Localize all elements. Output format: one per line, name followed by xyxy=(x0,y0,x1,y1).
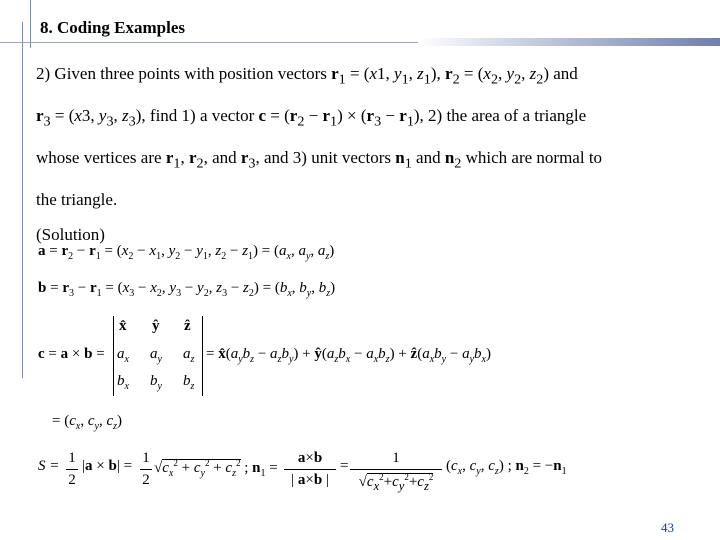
det-zhat: ẑ xyxy=(184,318,191,334)
problem-statement: 2) Given three points with position vectors $r_1 = (x1$, $y_1$, $z_1$), $r_2 = (x_2$, $y_2$, $z_2$) and $r_3 = (x3$, $y_3$, $z_3$), find 1) a vector $c = (r_2 - r_1) \times (r_3 - r_1)$, 2) the area of a triangle whose vertices are $r_1$, $r_2$, and $r_3$, and 3) unit vectors $n_1$ and $n_2$ which are normal to the triangle. (Solution) xyxy=(36,64,603,245)
equation-equals: = xyxy=(340,458,349,474)
det-yhat: ŷ xyxy=(152,318,160,334)
frame-vertical-line-2 xyxy=(30,0,31,48)
equation-c-rhs: = $x̂(a_yb_z - a_zb_y)$ + $ŷ(a_zb_x - a_xb_z)$ + $ẑ(a_xb_y - a_yb_x)$ xyxy=(206,346,491,365)
slide-title: 8. Coding Examples xyxy=(40,18,185,37)
fraction-half-1: 1 2 xyxy=(66,450,78,489)
fraction-one-over-sqrt: 1 $√c_x^2+c_y^2+c_z^2$ xyxy=(350,450,442,494)
det-ay: $a_y$ xyxy=(150,346,162,365)
problem-line1-prefix: 2) Given three points with position vectors xyxy=(36,64,332,83)
determinant-matrix xyxy=(113,316,203,396)
equation-c-lhs: c = a × b = xyxy=(38,346,105,362)
fraction-unit-normal: a×b | a×b | xyxy=(284,450,336,489)
header-gradient-bar xyxy=(418,38,720,46)
problem-line4: the triangle. xyxy=(36,189,118,209)
det-bx: $b_x$ xyxy=(117,373,129,392)
equation-c-components: = ($c_x$, $c_y$, $c_z$) xyxy=(52,413,123,432)
frame-vertical-line-1 xyxy=(22,22,23,378)
det-by: $b_y$ xyxy=(150,373,162,392)
det-xhat: x̂ xyxy=(119,318,127,334)
solution-label: (Solution) xyxy=(36,225,105,245)
fraction-half-2: 1 2 xyxy=(140,450,152,489)
equation-b: $b = r_3 - r_1 = (x_3 - x_2$, $y_3 - y_2$, $z_3 - z_2) = (b_x$, $b_y$, $b_z$) xyxy=(38,280,336,299)
equation-normals-rhs: ($c_x$, $c_y$, $c_z$) ; $n_2 = -n_1$ xyxy=(446,458,567,477)
det-bz: $b_z$ xyxy=(183,373,195,392)
equation-area-sqrt: $√c_x^2 + c_y^2 + c_z^2$ ; $n_1$ = xyxy=(154,458,278,479)
det-az: $a_z$ xyxy=(183,346,195,365)
problem-and-word: and xyxy=(553,64,578,83)
equation-a: $a = r_2 - r_1 = (x_2 - x_1$, $y_2 - y_1$, $z_2 - z_1) = (a_x$, $a_y$, $a_z$) xyxy=(38,243,335,262)
page-number: 43 xyxy=(661,520,674,535)
det-ax: $a_x$ xyxy=(117,346,129,365)
equation-area-abs: |a × b| = xyxy=(82,458,133,474)
equation-area-lhs: S = xyxy=(38,458,60,474)
